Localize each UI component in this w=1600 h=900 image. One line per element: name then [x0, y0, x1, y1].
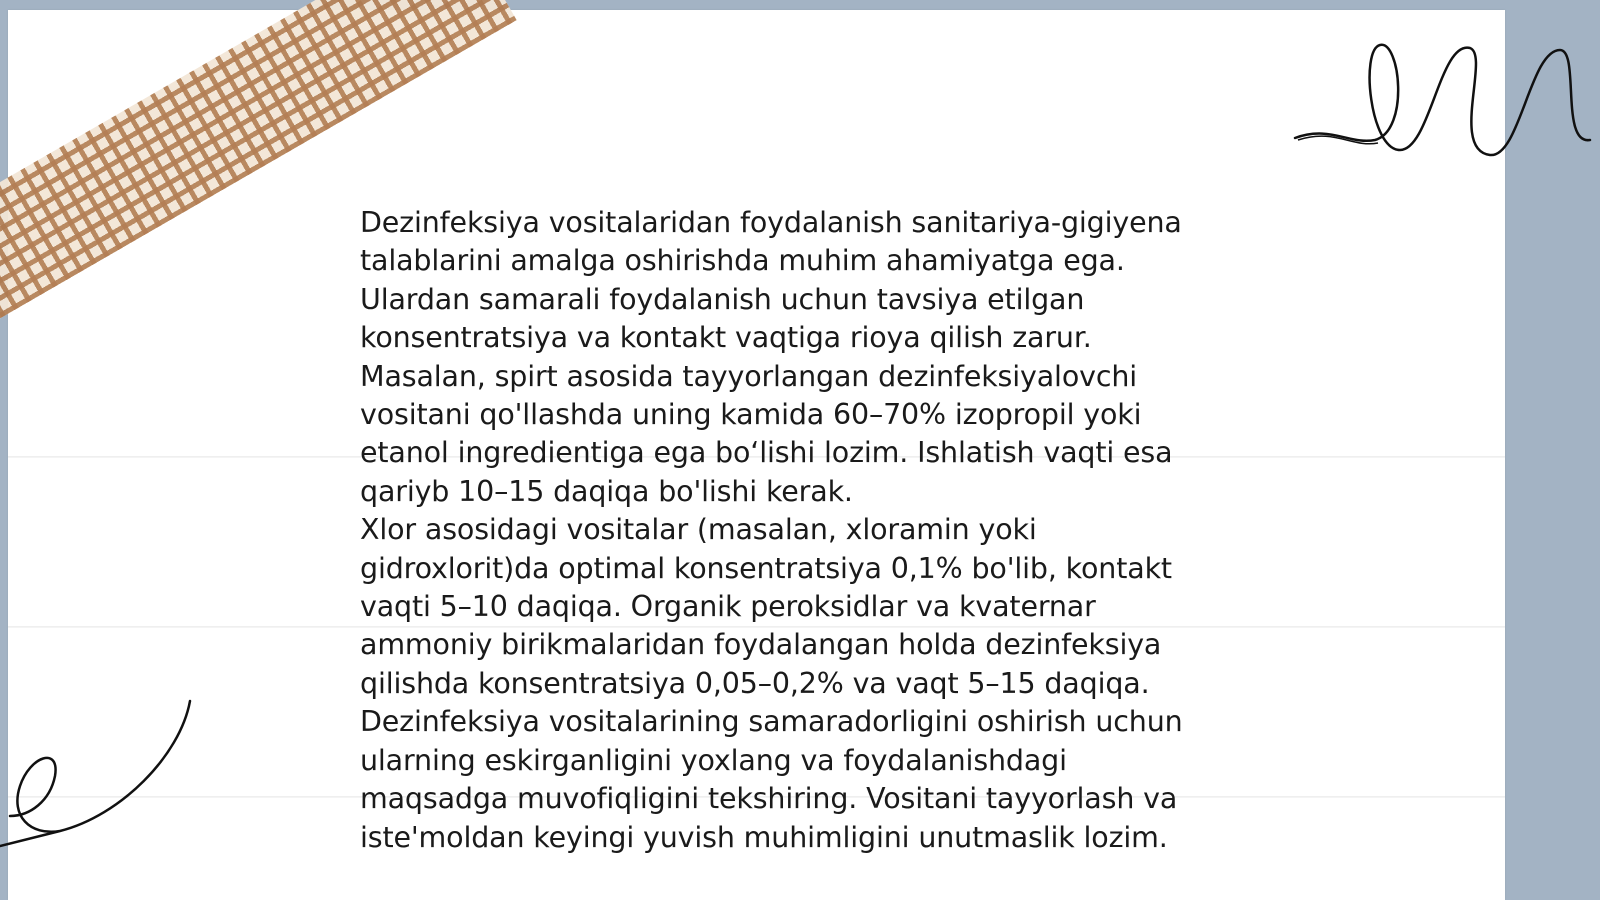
loop-doodle-bottom-left-icon: [0, 696, 200, 856]
loop-doodle-top-right-icon: [1290, 30, 1600, 170]
text-line: konsentratsiya va kontakt vaqtiga rioya qilish zarur.: [360, 321, 1092, 355]
text-line: vositani qo'llashda uning kamida 60–70% izopropil yoki: [360, 398, 1142, 432]
text-line: Masalan, spirt asosida tayyorlangan dezinfeksiyalovchi: [360, 359, 1138, 393]
text-line: ammoniy birikmalaridan foydalangan holda dezinfeksiya: [360, 628, 1162, 662]
text-line: vaqti 5–10 daqiqa. Organik peroksidlar va kvaternar: [360, 590, 1096, 624]
main-paragraph: [360, 204, 1260, 857]
text-line: maqsadga muvofiqligini tekshiring. Vositani tayyorlash va: [360, 782, 1178, 816]
text-line: iste'moldan keyingi yuvish muhimligini unutmaslik lozim.: [360, 820, 1168, 854]
text-line: qilishda konsentratsiya 0,05–0,2% va vaqt 5–15 daqiqa.: [360, 666, 1150, 700]
text-line: Dezinfeksiya vositalarining samaradorligini oshirish uchun: [360, 705, 1183, 739]
text-line: Xlor asosidagi vositalar (masalan, xloramin yoki: [360, 513, 1037, 547]
text-line: etanol ingredientiga ega bo‘lishi lozim. Ishlatish vaqti esa: [360, 436, 1173, 470]
text-line: Ulardan samarali foydalanish uchun tavsiya etilgan: [360, 282, 1085, 316]
text-line: Dezinfeksiya vositalaridan foydalanish sanitariya-gigiyena: [360, 206, 1182, 239]
text-line: qariyb 10–15 daqiqa bo'lishi kerak.: [360, 474, 853, 508]
text-line: talablarini amalga oshirishda muhim ahamiyatga ega.: [360, 244, 1125, 278]
text-line: gidroxlorit)da optimal konsentratsiya 0,1% bo'lib, kontakt: [360, 551, 1172, 585]
text-line: ularning eskirganligini yoxlang va foydalanishdagi: [360, 743, 1067, 777]
